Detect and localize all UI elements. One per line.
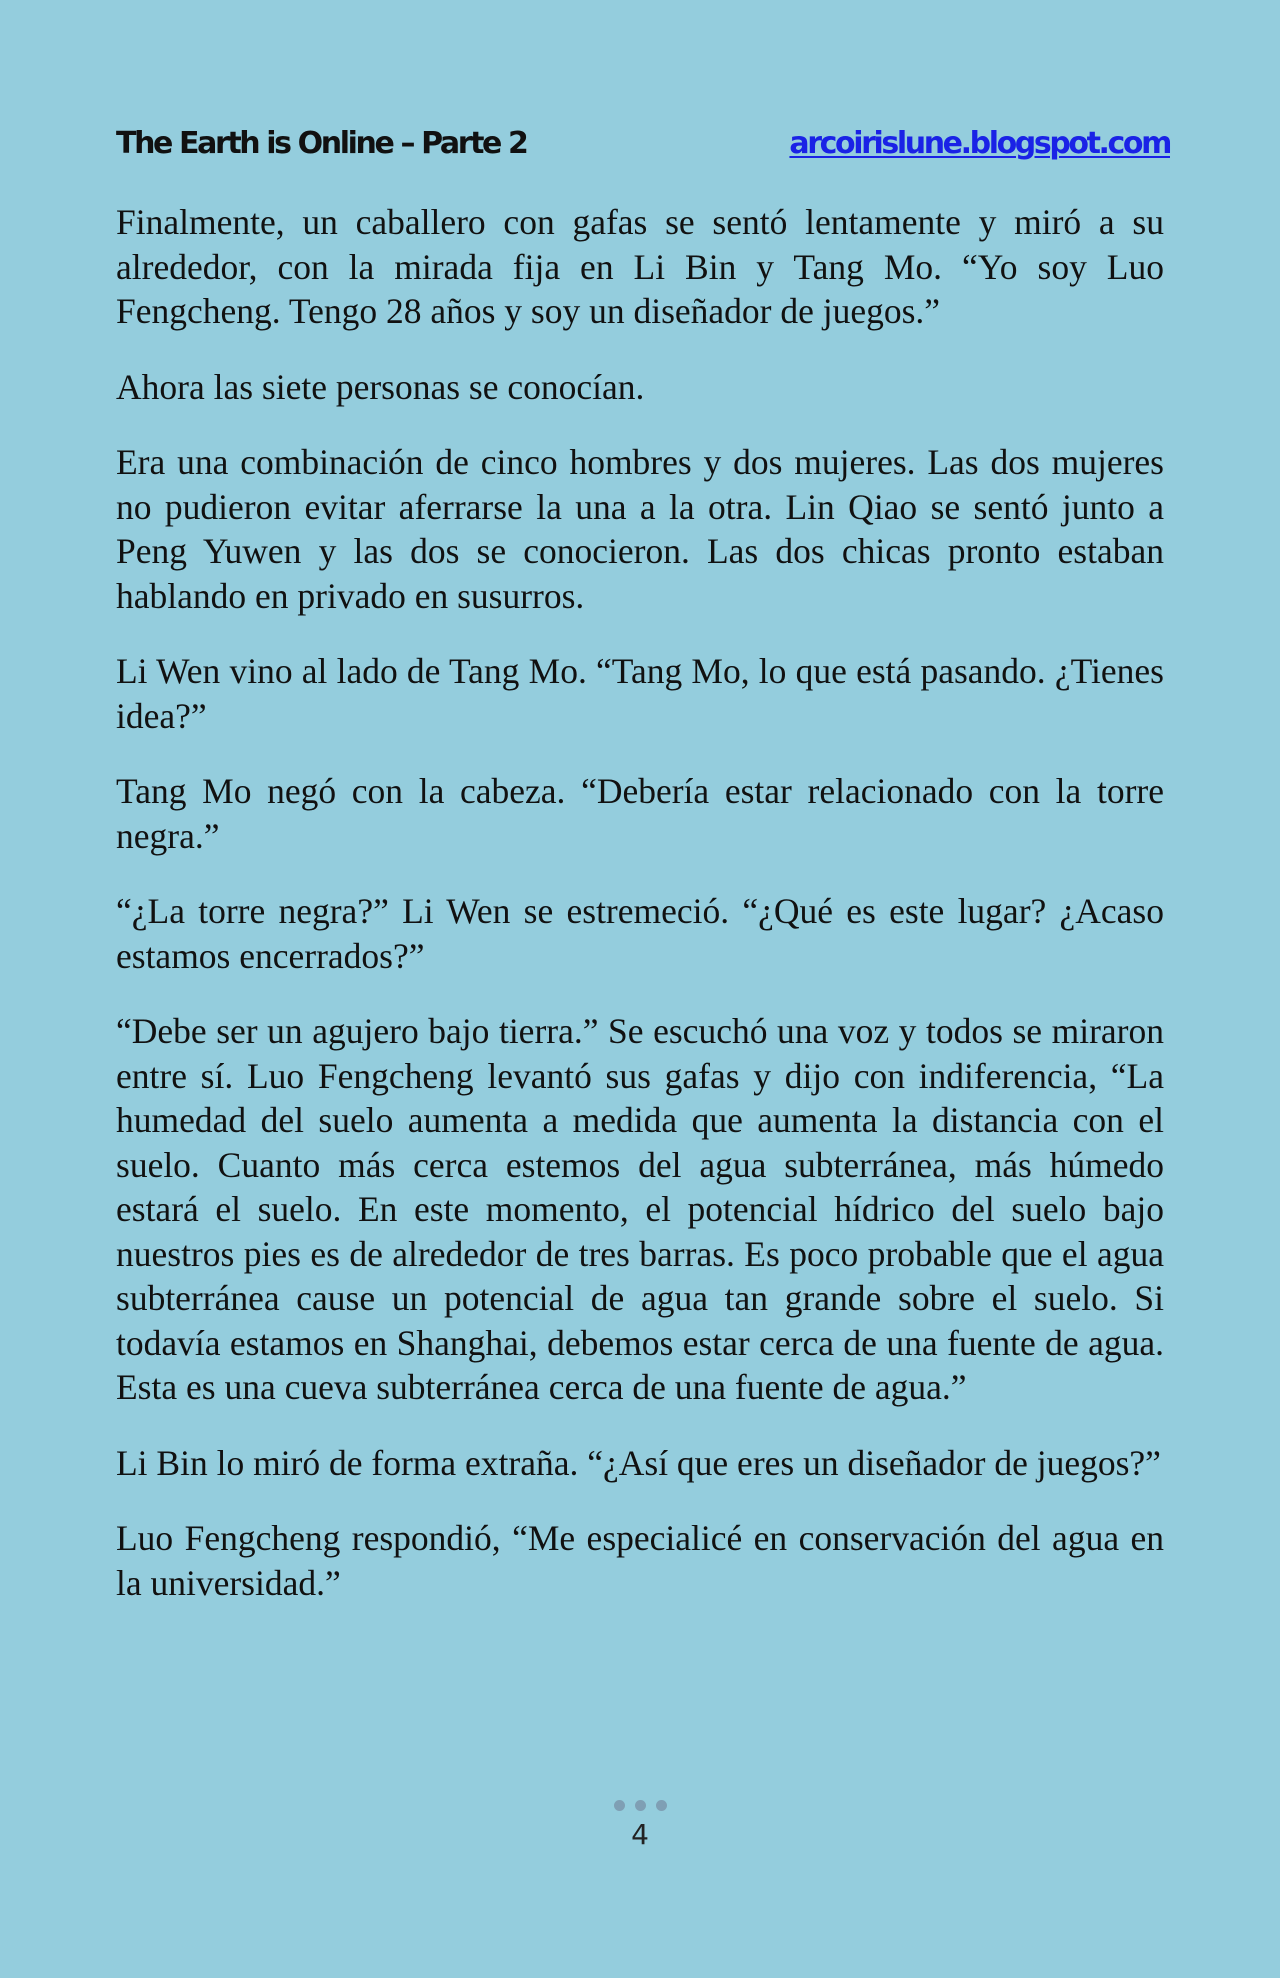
dot-icon: [614, 1800, 625, 1811]
chapter-text: [116, 200, 1164, 1636]
blog-link[interactable]: arcoirislune.blogspot.com: [789, 125, 1170, 161]
book-title: The Earth is Online – Parte 2: [116, 125, 527, 161]
page-number: 4: [631, 1818, 649, 1851]
ellipsis-dots-icon: [0, 1800, 1280, 1812]
dot-icon: [635, 1800, 646, 1811]
paragraph: “¿La torre negra?” Li Wen se estremeció. “¿Qué es este lugar? ¿Acaso estamos encerrados?”: [116, 891, 1164, 976]
paragraph: Ahora las siete personas se conocían.: [116, 366, 645, 407]
paragraph: Li Bin lo miró de forma extraña. “¿Así que eres un diseñador de juegos?”: [116, 1442, 1161, 1483]
paragraph: Luo Fengcheng respondió, “Me especialicé en conservación del agua en la universidad.”: [116, 1518, 1164, 1603]
paragraph: Tang Mo negó con la cabeza. “Debería estar relacionado con la torre negra.”: [116, 771, 1164, 856]
paragraph: “Debe ser un agujero bajo tierra.” Se escuchó una voz y todos se miraron entre sí. Luo Fengcheng levantó sus gafas y dijo con indiferencia, “La humedad del suelo aumenta a medida que aumenta la distancia con el suelo. Cuanto más cerca estemos del agua subterránea, más húmedo estará el suelo. En este momento, el potencial hídrico del suelo bajo nuestros pies es de alrededor de tres barras. Es poco probable que el agua subterránea cause un potencial de agua tan grande sobre el suelo. Si todavía estamos en Shanghai, debemos estar cerca de una fuente de agua. Esta es una cueva subterránea cerca de una fuente de agua.”: [116, 1011, 1164, 1407]
page-header: [116, 118, 1170, 168]
paragraph: Finalmente, un caballero con gafas se sentó lentamente y miró a su alrededor, con la mirada fija en Li Bin y Tang Mo. “Yo soy Luo Fengcheng. Tengo 28 años y soy un diseñador de juegos.”: [116, 202, 1164, 331]
dot-icon: [656, 1800, 667, 1811]
paragraph: Li Wen vino al lado de Tang Mo. “Tang Mo, lo que está pasando. ¿Tienes idea?”: [116, 651, 1164, 736]
paragraph: Era una combinación de cinco hombres y dos mujeres. Las dos mujeres no pudieron evitar aferrarse la una a la otra. Lin Qiao se sentó junto a Peng Yuwen y las dos se conocieron. Las dos chicas pronto estaban hablando en privado en susurros.: [116, 442, 1164, 616]
page-footer: [0, 1800, 1280, 1851]
